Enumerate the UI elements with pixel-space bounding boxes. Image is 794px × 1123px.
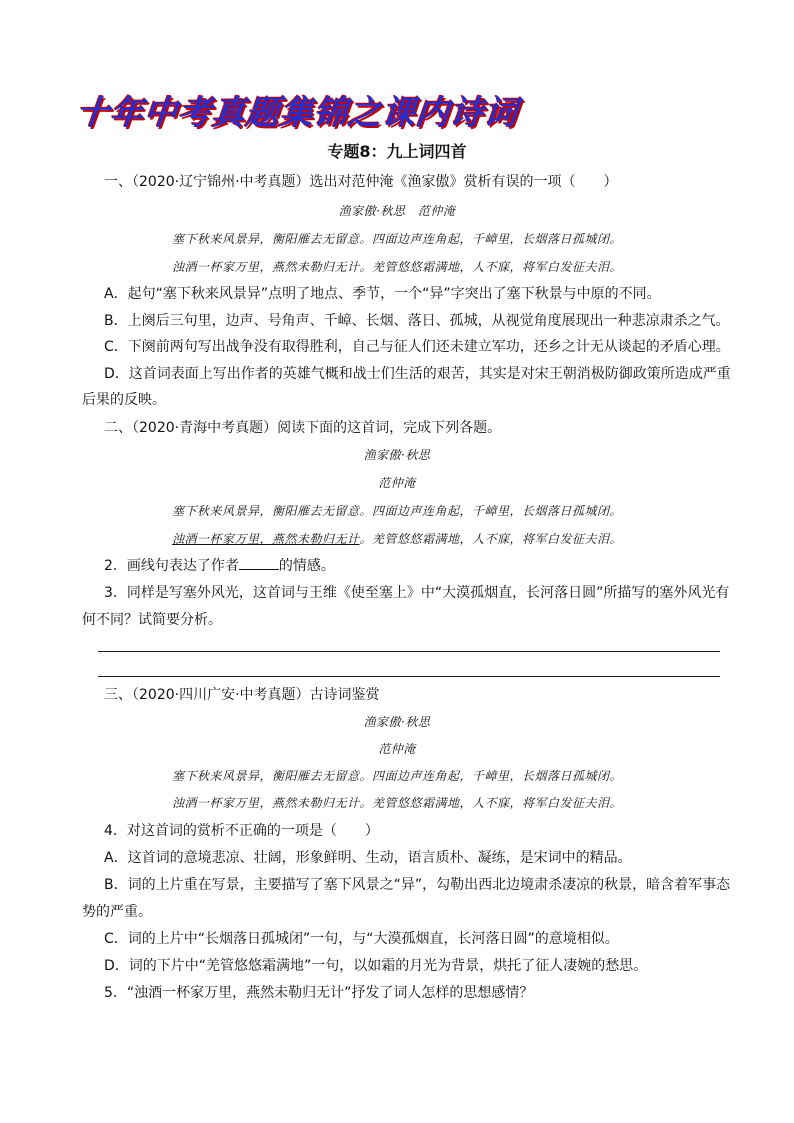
- q1-poem-line2: 浊酒一杯家万里，燕然未勒归无计。羌管悠悠霜满地，人不寐，将军白发征夫泪。: [171, 260, 622, 274]
- q1-option-d: D．这首词表面上写出作者的英雄气概和战士们生活的艰苦，其实是对宋王朝消极防御政策所造成严重: [104, 366, 731, 382]
- q3-option-d: D．词的下片中“羌管悠悠霜满地”一句，以如霜的月光为背景，烘托了征人凄婉的愁思。: [104, 958, 648, 974]
- q2-sub2-after: 的情感。: [278, 558, 335, 574]
- q3-poem-line2: 浊酒一杯家万里，燕然未勒归无计。羌管悠悠霜满地，人不寐，将军白发征夫泪。: [171, 796, 622, 810]
- q2-sub3: 3．同样是写塞外风光，这首词与王维《使至塞上》中“大漠孤烟直，长河落日圆”所描写的塞外风光有: [104, 585, 730, 601]
- q3-option-a: A．这首词的意境悲凉、壮阔，形象鲜明、生动，语言质朴、凝练，是宋词中的精品。: [104, 850, 632, 866]
- q2-sub2-before: 2．画线句表达了作者: [104, 558, 239, 574]
- q3-sub5: 5．“浊酒一杯家万里，燕然未勒归无计”抒发了词人怎样的思想感情？: [104, 985, 534, 1001]
- q2-poem-line2-rest: 。羌管悠悠霜满地，人不寐，将军白发征夫泪。: [359, 532, 623, 546]
- q3-sub4: 4．对这首词的赏析不正确的一项是（ ）: [104, 823, 379, 839]
- q2-underlined-line: 浊酒一杯家万里，燕然未勒归无计: [171, 532, 360, 546]
- fill-blank[interactable]: [239, 555, 279, 570]
- q1-poem-title: 渔家傲·秋思 范仲淹: [338, 204, 456, 218]
- q3-stem: 三、（2020·四川广安·中考真题）古诗词鉴赏: [104, 687, 380, 703]
- q3-poem-line1: 塞下秋来风景异，衡阳雁去无留意。四面边声连角起，千嶂里，长烟落日孤城闭。: [171, 769, 622, 783]
- q1-option-a: A．起句“塞下秋来风景异”点明了地点、季节，一个“异”字突出了塞下秋景与中原的不同。: [104, 286, 661, 302]
- q3-poem-title: 渔家傲·秋思: [363, 715, 431, 729]
- q1-option-c: C．下阕前两句写出战争没有取得胜利，自己与征人们还未建立军功，还乡之计无从谈起的矛盾心理。: [104, 339, 730, 355]
- q3-option-b-cont: 势的严重。: [82, 904, 152, 920]
- q2-poem-line1: 塞下秋来风景异，衡阳雁去无留意。四面边声连角起，千嶂里，长烟落日孤城闭。: [171, 504, 622, 518]
- q3-option-c: C．词的上片中“长烟落日孤城闭”一句，与“大漠孤烟直，长河落日圆”的意境相似。: [104, 931, 619, 947]
- q2-sub3-cont: 何不同？试简要分析。: [82, 612, 222, 628]
- series-banner: 十年中考真题集锦之课内诗词: [74, 93, 521, 132]
- q1-option-d-cont: 后果的反映。: [82, 392, 166, 408]
- q3-option-b: B．词的上片重在写景，主要描写了塞下风景之“异”，勾勒出西北边境肃杀凄凉的秋景，暗含着军事态: [104, 877, 731, 893]
- topic-title: 专题8：九上词四首: [327, 142, 467, 161]
- answer-line[interactable]: [98, 676, 720, 677]
- q2-poem-line2: [0, 529, 794, 549]
- q2-poem-title: 渔家傲·秋思: [363, 448, 431, 462]
- q3-poem-author: 范仲淹: [378, 742, 416, 756]
- q1-stem: 一、（2020·辽宁锦州·中考真题）选出对范仲淹《渔家傲》赏析有误的一项（ ）: [104, 174, 618, 190]
- q1-poem-line1: 塞下秋来风景异，衡阳雁去无留意。四面边声连角起，千嶂里，长烟落日孤城闭。: [171, 232, 622, 246]
- answer-line[interactable]: [98, 651, 720, 652]
- q2-sub2: [104, 555, 335, 577]
- q1-option-b: B．上阕后三句里，边声、号角声、千嶂、长烟、落日、孤城，从视觉角度展现出一种悲凉肃杀之气。: [104, 313, 730, 329]
- q2-poem-author: 范仲淹: [378, 476, 416, 490]
- q2-stem: 二、（2020·青海中考真题）阅读下面的这首词，完成下列各题。: [104, 420, 502, 436]
